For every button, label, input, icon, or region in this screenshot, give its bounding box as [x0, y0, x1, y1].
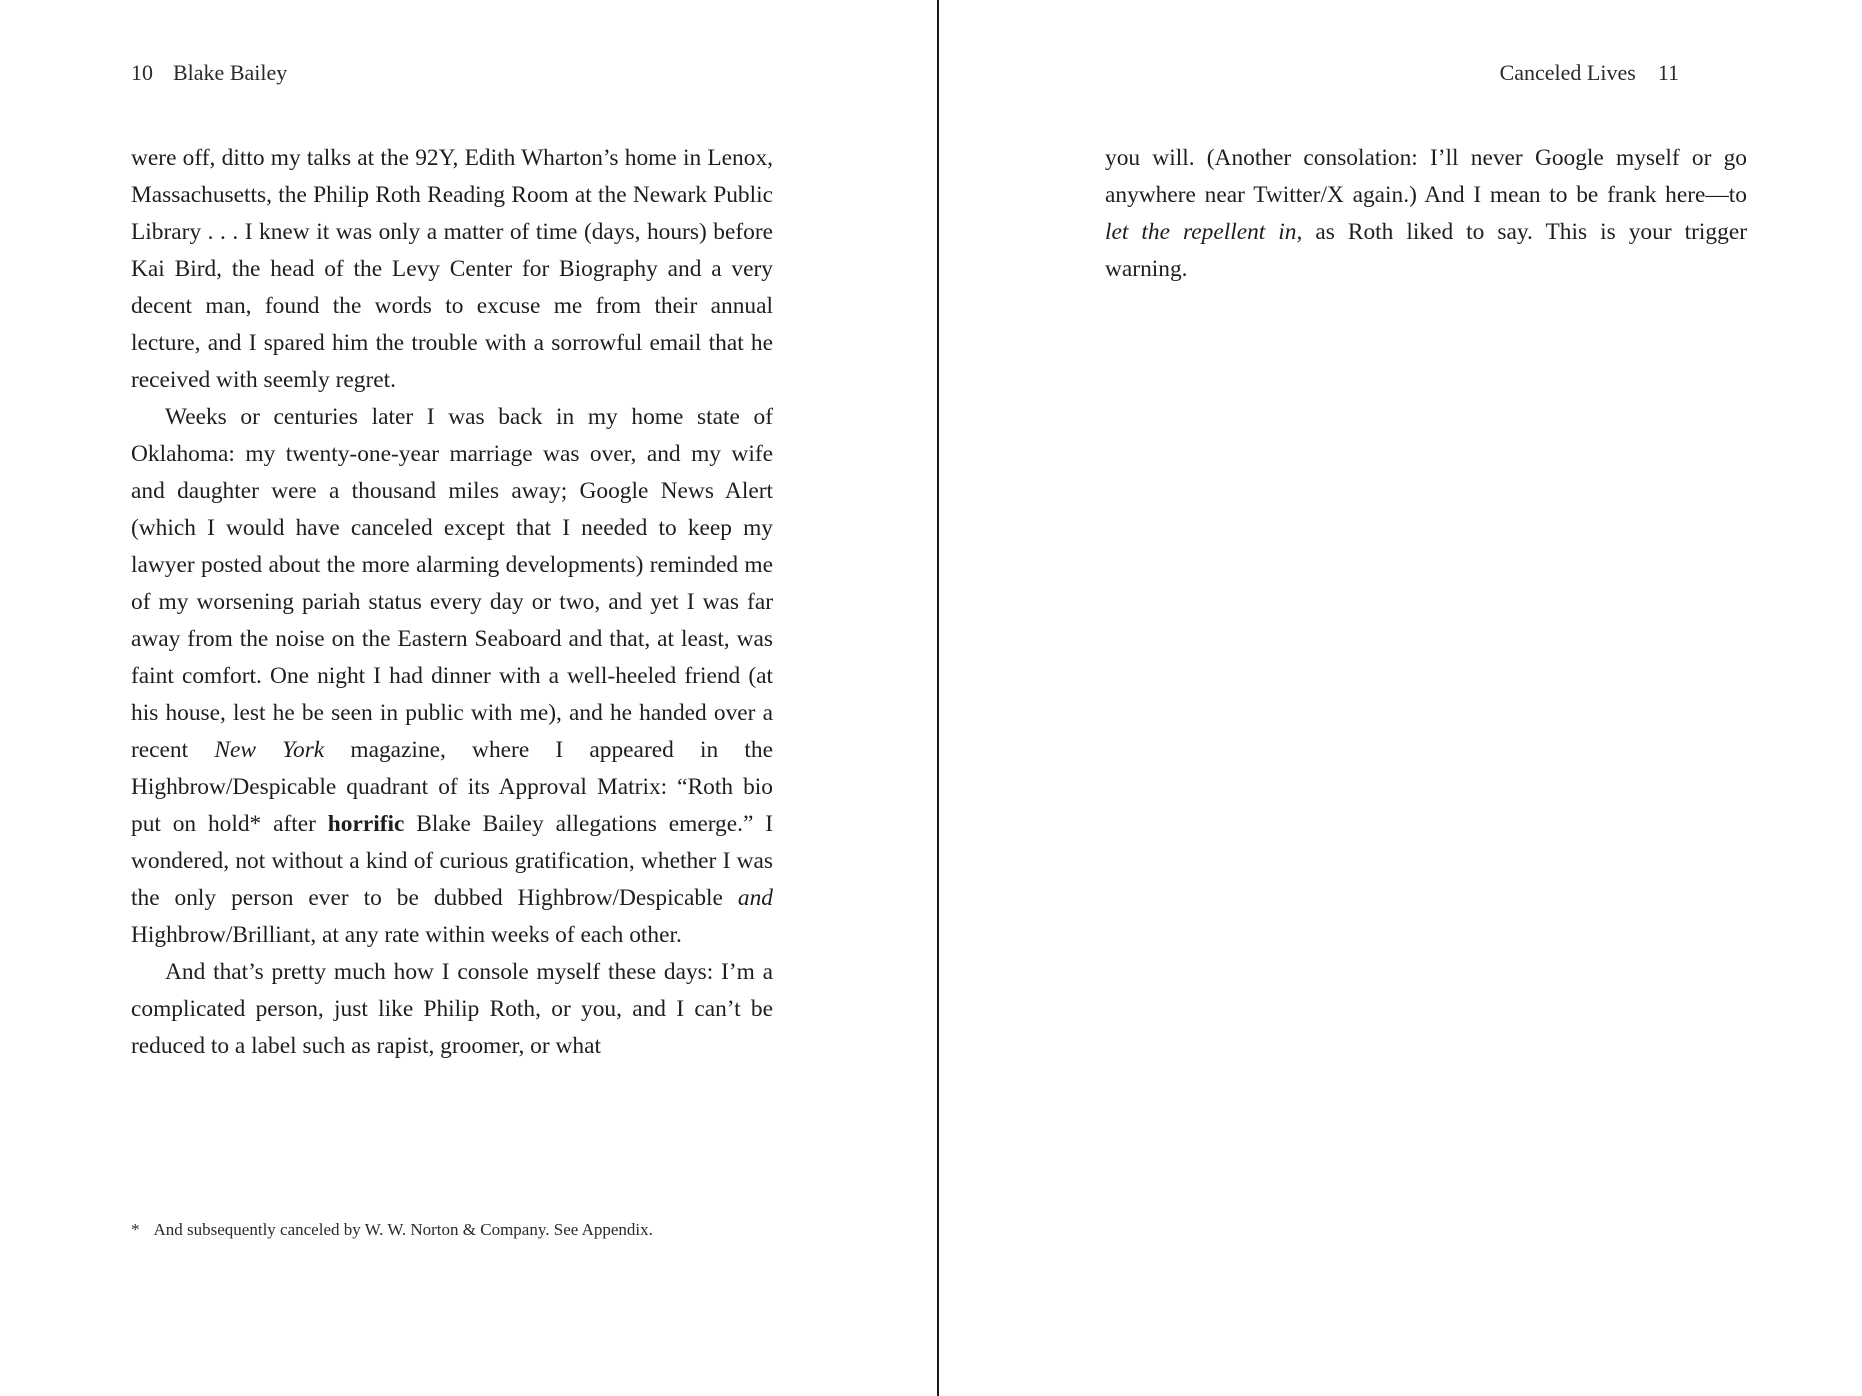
footnote-mark: *: [131, 1220, 140, 1239]
text-segment: you will. (Another consolation: I’ll never Google myself or go anywhere near Twitter/X again.) And I mean to be frank here—to: [1105, 145, 1747, 208]
text-segment: And that’s pretty much how I console myself these days: I’m a complicated person, just like Philip Roth, or you, and I can’t be reduced to a label such as rapist, groomer, or what: [131, 959, 773, 1059]
right-page: [940, 0, 1862, 1396]
text-segment: as Roth liked to say. This is your trigger warning.: [1105, 219, 1747, 282]
right-page-number: 11: [1657, 60, 1679, 85]
italic-segment: and: [737, 885, 773, 911]
right-body-text: [1105, 140, 1747, 288]
text-segment: Highbrow/Brilliant, at any rate within weeks of each other.: [131, 922, 682, 948]
footnote: [131, 1218, 773, 1242]
page-divider: [937, 0, 939, 1396]
bold-segment: horrific: [327, 811, 405, 837]
paragraph: [131, 954, 773, 1065]
left-running-head-title: Blake Bailey: [173, 60, 288, 85]
text-segment: Weeks or centuries later I was back in my home state of Oklahoma: my twenty-one-year marriage was over, and my wife and daughter were a thousand miles away; Google News Alert (which I would have canceled except that I needed to keep my lawyer posted about the more alarming developments) reminded me of my worsening pariah status every day or two, and yet I was far away from the noise on the Eastern Seaboard and that, at least, was faint comfort. One night I had dinner with a well-heeled friend (at his house, lest he be seen in public with me), and he handed over a recent: [131, 404, 773, 763]
left-running-head: [131, 58, 287, 88]
italic-title-segment: New York: [214, 737, 325, 763]
right-running-head: [1500, 58, 1679, 88]
left-page-number: 10: [131, 60, 153, 85]
text-segment: Blake Bailey allegations emerge.” I wondered, not without a kind of curious gratification, whether I was the only person ever to be dubbed Highbrow/Despicable: [131, 811, 774, 911]
right-running-head-title: Canceled Lives: [1499, 60, 1636, 85]
paragraph: [131, 140, 773, 399]
text-segment: magazine, where I appeared in the Highbrow/Despicable quadrant of its Approval Matrix: “Roth bio put on hold* after: [131, 737, 773, 837]
paragraph: [131, 399, 773, 954]
left-body-text: [131, 140, 773, 1065]
italic-segment: let the repellent in,: [1105, 219, 1303, 245]
paragraph: [1105, 140, 1747, 288]
footnote-text: And subsequently canceled by W. W. Norton & Company. See Appendix.: [153, 1220, 653, 1239]
text-segment: were off, ditto my talks at the 92Y, Edith Wharton’s home in Lenox, Massachusetts, the Philip Roth Reading Room at the Newark Public Library . . . I knew it was only a matter of time (days, hours) before Kai Bird, the head of the Levy Center for Biography and a very decent man, found the words to excuse me from their annual lecture, and I spared him the trouble with a sorrowful email that he received with seemly regret.: [131, 145, 773, 393]
